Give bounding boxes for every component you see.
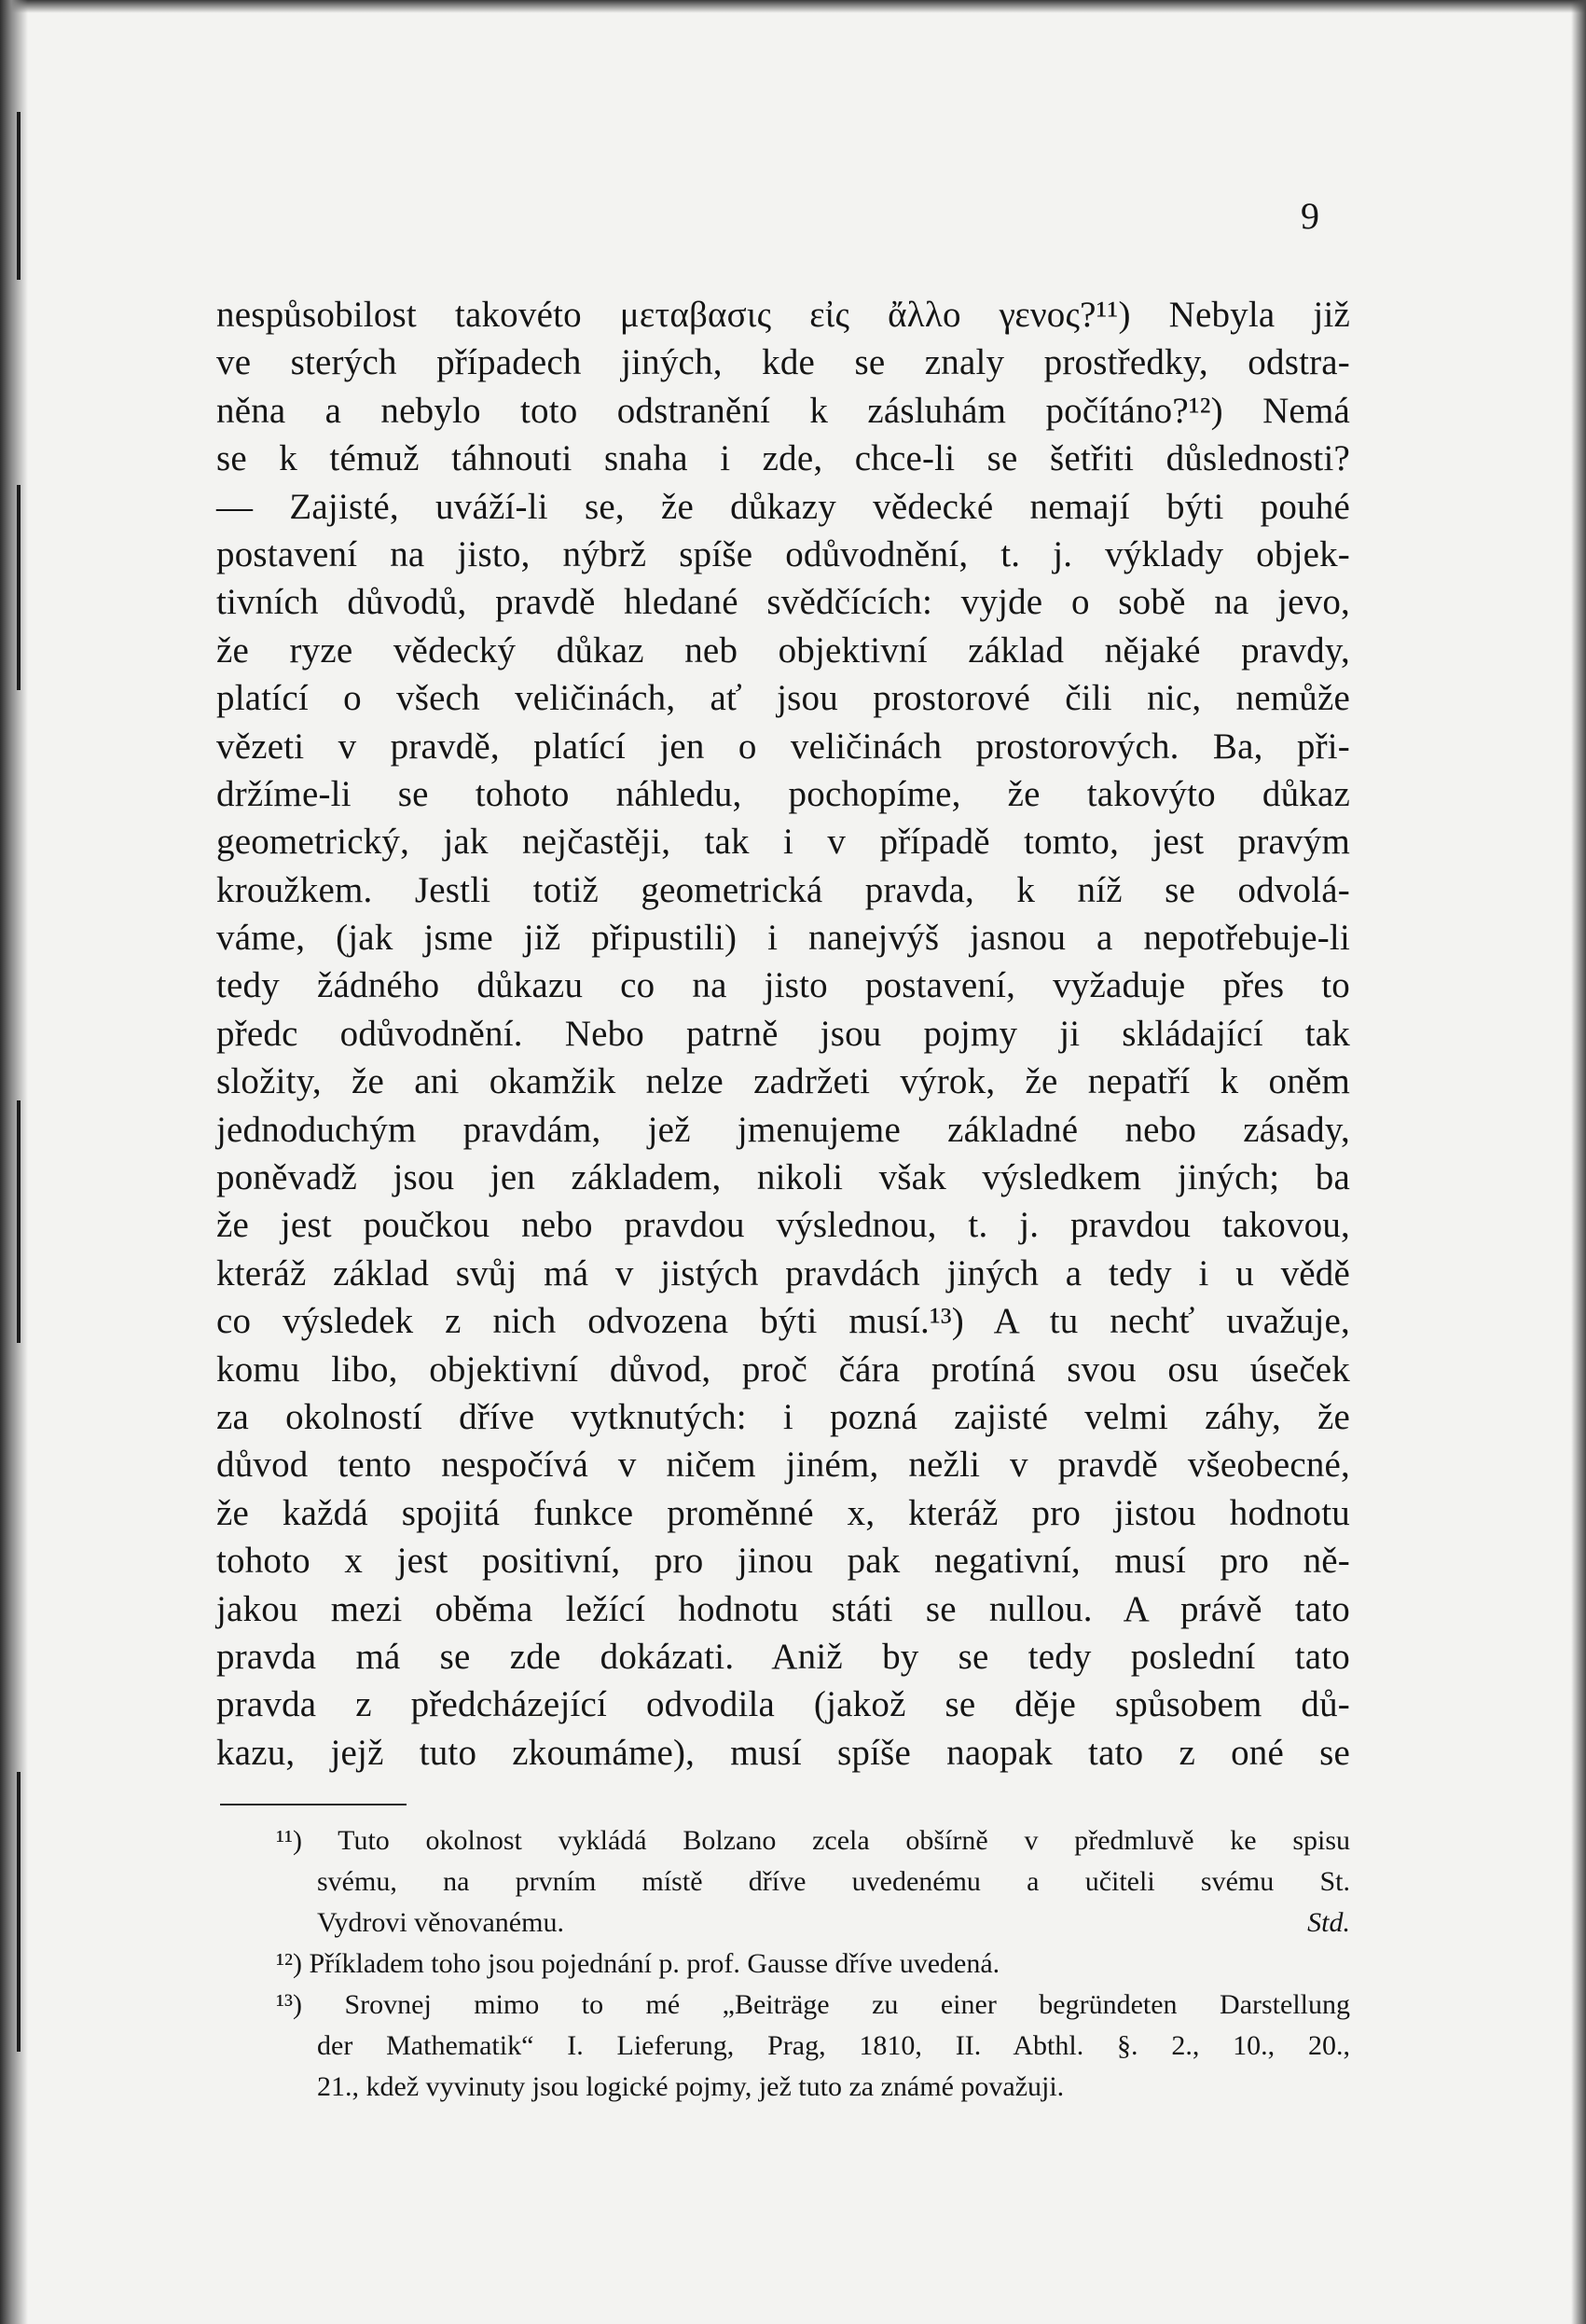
scan-binding-edge: [0, 0, 28, 2324]
page-number: 9: [1301, 195, 1319, 237]
binding-mark: [17, 1772, 21, 2052]
footnote-divider: [220, 1804, 407, 1805]
binding-mark: [17, 1100, 21, 1343]
text-line: kazu, jejž tuto zkoumáme), musí spíše naopak tato z oné se: [216, 1732, 1350, 1773]
text-line: za okolností dříve vytknutých: i pozná zajisté velmi záhy, že: [216, 1396, 1350, 1437]
footnotes: [220, 1820, 1350, 2108]
footnote-12: ¹²) Příkladem toho jsou pojednání p. prof. Gausse dříve uvedená.: [276, 1948, 1000, 1979]
text-line: předc odůvodnění. Nebo patrně jsou pojmy ji skládající tak: [216, 1013, 1350, 1054]
text-line: jednoduchým pravdám, jež jmenujeme základné nebo zásady,: [216, 1109, 1350, 1150]
text-line: tivních důvodů, pravdě hledané svědčících: vyjde o sobě na jevo,: [216, 582, 1350, 623]
text-line: tohoto x jest positivní, pro jinou pak negativní, musí pro ně-: [216, 1541, 1350, 1582]
scan-right-edge: [1571, 0, 1586, 2324]
text-line: že jest poučkou nebo pravdou výslednou, t. j. pravdou takovou,: [216, 1205, 1350, 1246]
text-line: složity, že ani okamžik nelze zadržeti výrok, že nepatří k oněm: [216, 1061, 1350, 1102]
text-line: důvod tento nespočívá v ničem jiném, nežli v pravdě všeobecné,: [216, 1445, 1350, 1486]
text-line: tedy žádného důkazu co na jisto postavení, vyžaduje přes to: [216, 965, 1350, 1006]
text-line: se k témuž táhnouti snaha i zde, chce-li se šetřiti důslednosti?: [216, 438, 1350, 479]
text-line: váme, (jak jsme již připustili) i nanejvýš jasnou a nepotřebuje-li: [216, 918, 1350, 959]
text-line: pravda má se zde dokázati. Aniž by se tedy poslední tato: [216, 1636, 1350, 1677]
text-line: poněvadž jsou jen základem, nikoli však výsledkem jiných; ba: [216, 1157, 1350, 1198]
text-line: kteráž základ svůj má v jistých pravdách jiných a tedy i u vědě: [216, 1252, 1350, 1293]
footnote-11-cont: svému, na prvním místě dříve uvedenému a učiteli svému St.: [317, 1866, 1350, 1897]
text-line: nespůsobilost takovéto μεταβασις εἰς ἄλλο γενος?¹¹) Nebyla již: [216, 295, 1350, 335]
footnote-11-text: Vydrovi věnovanému.: [317, 1907, 564, 1938]
body-text: [216, 291, 1350, 1777]
footnote-13-end: 21., kdež vyvinuty jsou logické pojmy, jež tuto za známé považuji.: [317, 2071, 1065, 2102]
scan-top-shadow: [0, 0, 1586, 13]
text-line: geometrický, jak nejčastěji, tak i v případě tomto, jest pravým: [216, 822, 1350, 863]
text-line: vězeti v pravdě, platící jen o veličinách prostorových. Ba, při-: [216, 726, 1350, 767]
text-line: pravda z předcházející odvodila (jakož se děje spůsobem dů-: [216, 1684, 1350, 1725]
footnote-13: ¹³) Srovnej mimo to mé „Beiträge zu einer begründeten Darstellung: [276, 1989, 1350, 2020]
text-line: komu libo, objektivní důvod, proč čára protíná svou osu úseček: [216, 1349, 1350, 1390]
text-line: platící o všech veličinách, ať jsou prostorové čili nic, nemůže: [216, 678, 1350, 719]
text-line: jakou mezi oběma ležící hodnotu státi se nullou. A právě tato: [216, 1588, 1350, 1629]
text-line: kroužkem. Jestli totiž geometrická pravda, k níž se odvolá-: [216, 869, 1350, 910]
binding-mark: [17, 112, 21, 280]
footnote-11: ¹¹) Tuto okolnost vykládá Bolzano zcela obšírně v předmluvě ke spisu: [276, 1825, 1350, 1856]
text-line: držíme-li se tohoto náhledu, pochopíme, že takovýto důkaz: [216, 773, 1350, 814]
footnote-13-cont: der Mathematik“ I. Lieferung, Prag, 1810, II. Abthl. §. 2., 10., 20.,: [317, 2030, 1350, 2061]
footnote-11-end: [220, 1902, 1350, 1944]
text-line: něna a nebylo toto odstranění k zásluhám počítáno?¹²) Nemá: [216, 390, 1350, 431]
text-line: co výsledek z nich odvozena býti musí.¹³) A tu nechť uvažuje,: [216, 1301, 1350, 1342]
text-line: že každá spojitá funkce proměnné x, kteráž pro jistou hodnotu: [216, 1492, 1350, 1533]
footnote-signature: Std.: [1307, 1907, 1350, 1938]
text-line: ve sterých případech jiných, kde se znaly prostředky, odstra-: [216, 342, 1350, 383]
text-line: že ryze vědecký důkaz neb objektivní základ nějaké pravdy,: [216, 629, 1350, 671]
binding-mark: [17, 485, 21, 690]
text-line: — Zajisté, uváží-li se, že důkazy vědecké nemají býti pouhé: [216, 486, 1350, 527]
text-line: postavení na jisto, nýbrž spíše odůvodnění, t. j. výklady objek-: [216, 533, 1350, 574]
